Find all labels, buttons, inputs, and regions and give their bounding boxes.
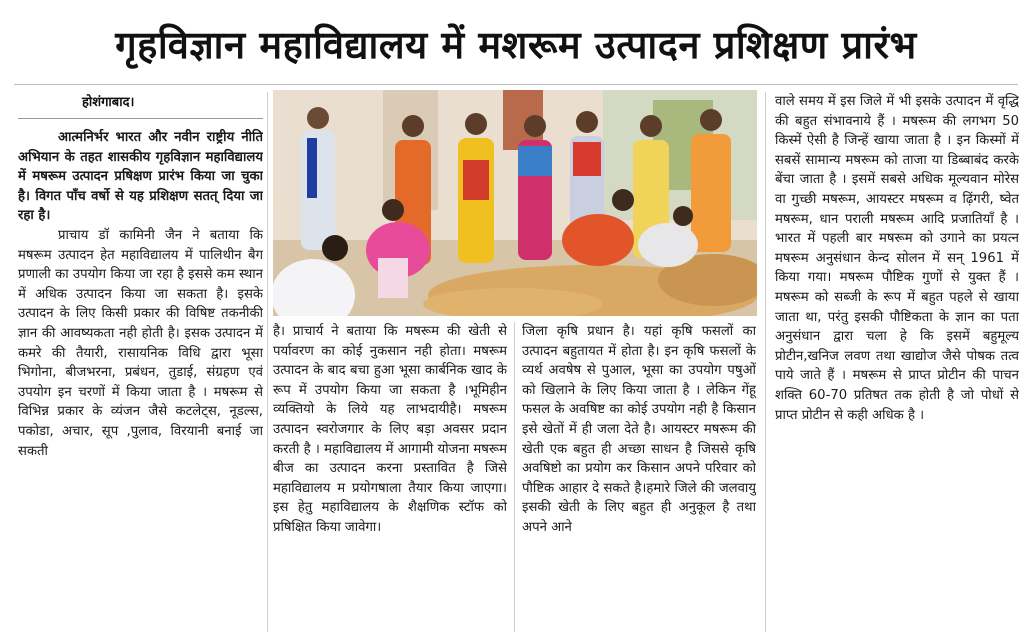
news-photo <box>273 90 757 316</box>
column-divider-3 <box>765 92 766 632</box>
headline-rule <box>14 84 1018 85</box>
column-1-body: प्राचाय डॉ कामिनी जैन ने बताया कि मषरूम उत्पादन हेत महाविद्यालय में पालिथीन बैग प्रणाली का उपयोग किया जा रहा है इससे कम स्थान में अधिक उत्पादन किया जा सकता है। इसके उत्पादन के लिए किसी प्रकार की विषिष्ट तकनीकी ज्ञान की आवष्यकता नही होती है। इसक उत्पादन में कमरे की तैयारी, रासायनिक विधि द्वारा भूसा भिगोना, बीजभरना, प्रबंधन, तुडाई, संग्रहण एवं उपयोग इन चरणों में किया जाता है । मषरूम से विभिन्न प्रकार के व्यंजन जैसे कटलेट्स, नूडल्स, पकोडा, अचार, सूप ,पुलाव, विरयानी बनाई जा सकती <box>18 227 263 459</box>
dateline: होशंगाबाद। <box>82 95 135 110</box>
column-3-body: जिला कृषि प्रधान है। यहां कृषि फसलों का उत्पादन बहुतायत में होता है। इन कृषि फसलों के व्यर्थ अवषेष से पुआल, भूसा का उपयोग पषुओं को खिलाने के लिए किया जाता है । लेकिन गेंहू फसल के अवषिष्ट का कोई उपयोग नही है किसान इसे खेतों में ही जला देते है। आयस्टर मषरूम की खेती एक बहुत ही अच्छा साधन है जिससे कृषि अवषिष्टो का प्रयोग कर किसान अपने परिवार को पौष्टिक आहार दे सकते है।हमारे जिले की जलवायु इसकी खेती के लिए बहुत ही अनुकूल है तथा अपने आने <box>522 324 756 535</box>
column-4 <box>775 92 1019 636</box>
column-2 <box>273 322 507 636</box>
column-1 <box>18 128 263 636</box>
headline: गृहविज्ञान महाविद्यालय में मशरूम उत्पादन प्रशिक्षण प्रारंभ <box>115 23 917 67</box>
dateline-rule <box>18 118 263 119</box>
column-2-body: है। प्राचार्य ने बताया कि मषरूम की खेती से पर्यावरण का कोई नुकसान नही होता। मषरूम उत्पादन के बाद बचा हुआ भूसा कार्बनिक खाद के रूप में उपयोग किया जा सकता है ।भूमिहीन व्यक्तियो के लिये यह लाभदायीहै। मषरूम उत्पादन स्वरोजगार के लिए बड़ा अवसर प्रदान करती है । महाविद्यालय में आगामी योजना मषरूम बीज का उत्पादन करना प्रस्तावित है जिसे महाविद्यालय म प्रयोगषाला तैयार किया जाएगा। इस हेतु महाविद्यालय के शैक्षणिक स्टॉफ को प्रषिक्षित किया जावेगा। <box>273 324 507 535</box>
column-4-body: वाले समय में इस जिले में भी इसके उत्पादन में वृद्धि की बहुत संभावनाये हैं । मषरूम की लगभग 50 किस्में ऐसी है जिन्हें खाया जाता है । इन किस्मों में सबसें सामान्य मषरूम को ताजा या डिब्बाबंद करके बेंचा जाता है । इसमें सबसे अधिक मूल्यवान मोरेस वा गुच्छी मषरूम, आयस्टर मषरूम व ढ़िंगरी, ष्वेत मषरूम, धान पराली मषरूम आदि प्रजातियाँ है । भारत में पहली बार मषरूम को उगाने का प्रयत्न मषरूम अनुसंधान केन्द सोलन में सन् 1961 में किया गया। मषरूम पौष्टिक गुणों से युक्त हैं । मषरूम को सब्जी के रूप में बहुत पहले से खाया जाता था, परंतु इसकी पौष्टिकता के ज्ञान का पता अनुसंधान द्वारा चला हे कि इसमें बहुमूल्य प्रोटीन,खनिज लवण तथा खाद्योज जैसे पोषक तत्व पाये जाते हैं । मषरूम से प्राप्त प्रोटीन की पाचन शक्ति 60-70 प्रतिषत तक होती है जो पोधों से प्राप्त प्रोटीन से कही अधिक है । <box>775 94 1019 423</box>
photo-illustration <box>273 90 757 316</box>
column-divider-2 <box>514 322 515 632</box>
column-3 <box>522 322 756 636</box>
column-divider-1 <box>267 92 268 632</box>
intro-paragraph: आत्मनिर्भर भारत और नवीन राष्ट्रीय नीति अभियान के तहत शासकीय गृहविज्ञान महाविद्यालय में मषरूम उत्पादन प्रषिक्षण प्रारंभ किया जा चुका है। विगत पाँच वर्षो से यह प्रशिक्षण सतत् दिया जा रहा है। <box>18 130 263 224</box>
